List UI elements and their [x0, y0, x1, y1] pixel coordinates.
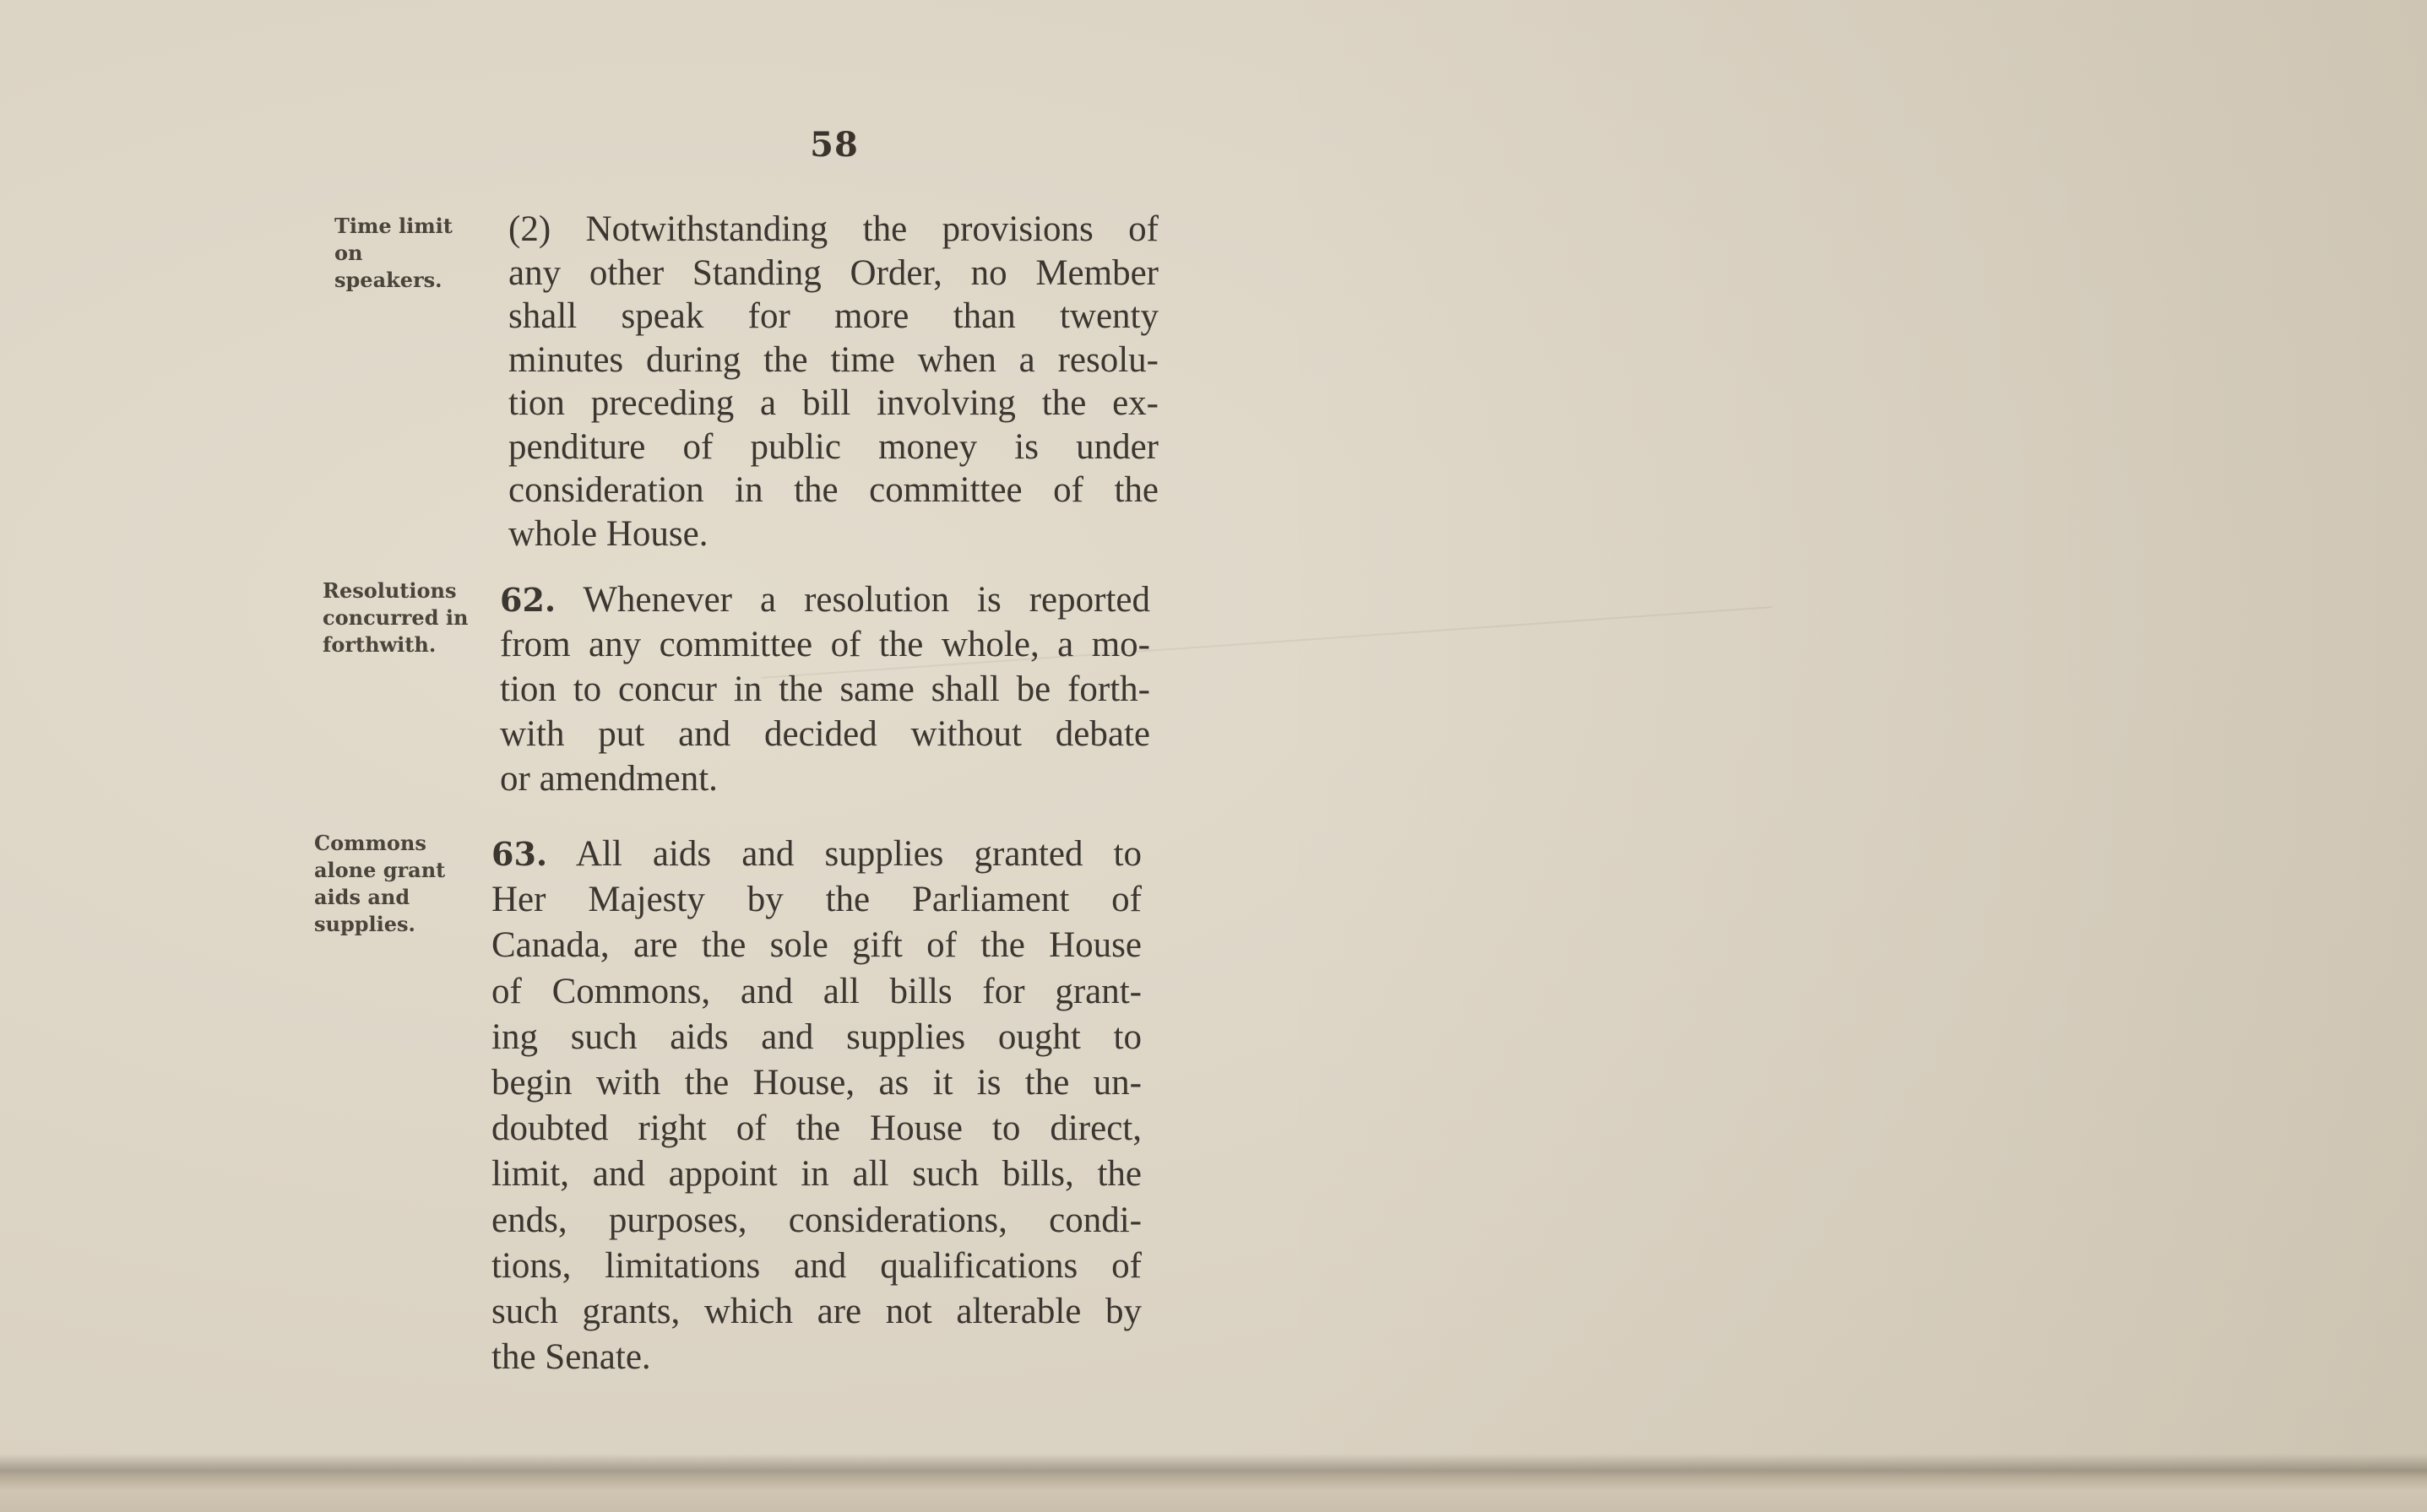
subsection-2-paragraph — [508, 208, 1159, 555]
margin-note-line: Resolutions — [323, 578, 457, 603]
paragraph-line: Canada, are the sole gift of the House — [491, 925, 1142, 966]
page-shading — [1267, 0, 2427, 1512]
section-number: 62. — [500, 581, 557, 619]
page-number: 58 — [810, 125, 859, 165]
section-63-paragraph — [491, 832, 1142, 1380]
margin-note-line: Time limit — [334, 214, 453, 238]
margin-note-time-limit — [334, 213, 453, 294]
paragraph-line: such grants, which are not alterable by — [491, 1292, 1142, 1332]
margin-note-commons — [314, 830, 445, 938]
paragraph-line: ing such aids and supplies ought to — [491, 1016, 1142, 1057]
margin-note-line: Commons — [314, 831, 426, 855]
paragraph-line: ends, purposes, considerations, condi- — [491, 1200, 1142, 1240]
paragraph-line: tion preceding a bill involving the ex- — [508, 383, 1159, 423]
paragraph-line-text: All aids and supplies granted to — [547, 834, 1142, 874]
paragraph-line: limit, and appoint in all such bills, the — [491, 1154, 1142, 1195]
paragraph-line: the Senate. — [491, 1337, 651, 1378]
section-number: 63. — [491, 835, 548, 873]
margin-note-resolutions — [323, 577, 468, 658]
margin-note-line: aids and — [314, 885, 410, 909]
margin-note-line: on — [334, 241, 363, 265]
margin-note-line: forthwith. — [323, 632, 437, 657]
book-bottom-edge — [0, 1454, 2427, 1512]
paragraph-line: with put and decided without debate — [500, 714, 1150, 754]
paragraph-line: or amendment. — [500, 759, 718, 799]
paragraph-line: (2) Notwithstanding the provisions of — [508, 209, 1159, 249]
paragraph-line: begin with the House, as it is the un- — [491, 1063, 1142, 1103]
paragraph-line: consideration in the committee of the — [508, 470, 1159, 510]
margin-note-line: alone grant — [314, 858, 446, 882]
paragraph-line — [500, 577, 1150, 622]
paragraph-line: shall speak for more than twenty — [508, 296, 1159, 336]
paragraph-line: minutes during the time when a resolu- — [508, 339, 1159, 380]
paragraph-line: doubted right of the House to direct, — [491, 1108, 1142, 1149]
margin-note-line: concurred in — [323, 605, 469, 630]
paragraph-line: Her Majesty by the Parliament of — [491, 880, 1142, 920]
paragraph-line: tion to concur in the same shall be forth- — [500, 669, 1150, 709]
paragraph-line: from any committee of the whole, a mo- — [500, 625, 1150, 664]
paragraph-line: any other Standing Order, no Member — [508, 252, 1159, 293]
margin-note-line: supplies. — [314, 912, 415, 936]
paragraph-line: penditure of public money is under — [508, 426, 1159, 467]
paragraph-line: whole House. — [508, 513, 709, 554]
paragraph-line: of Commons, and all bills for grant- — [491, 971, 1142, 1011]
margin-note-line: speakers. — [334, 268, 443, 292]
paragraph-line: tions, limitations and qualifications of — [491, 1245, 1142, 1286]
paragraph-line — [491, 832, 1142, 877]
section-62-paragraph — [500, 577, 1150, 801]
paragraph-line-text: Whenever a resolution is reported — [556, 580, 1150, 620]
